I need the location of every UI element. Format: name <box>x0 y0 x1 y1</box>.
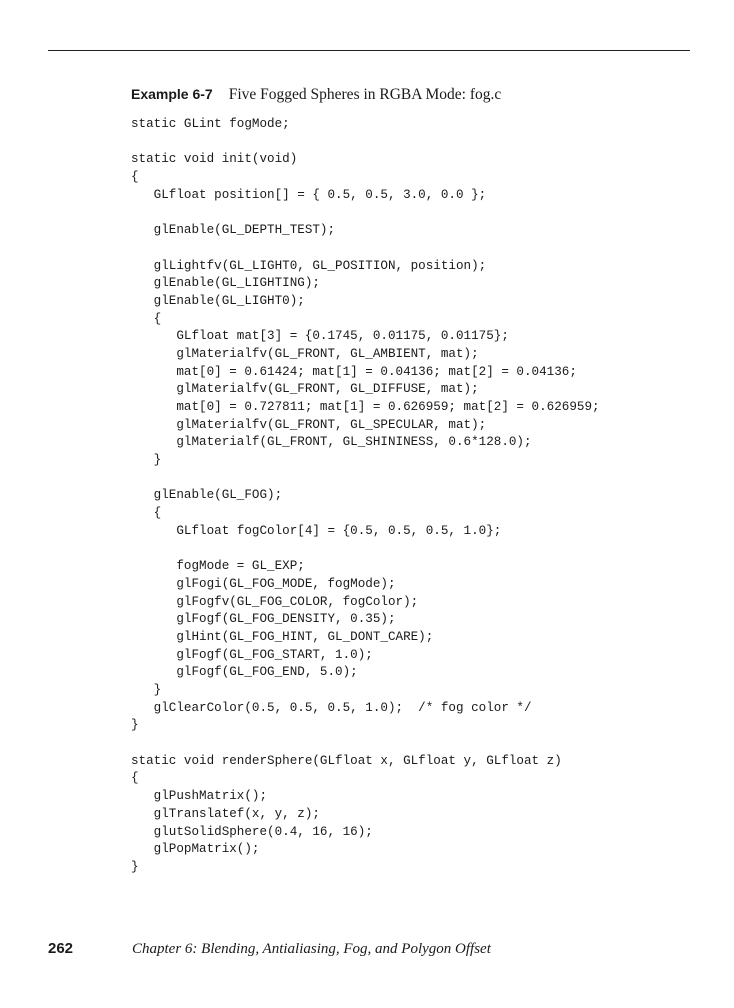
code-line: { <box>131 170 139 185</box>
code-line: { <box>131 311 162 326</box>
code-line: } <box>131 859 139 874</box>
code-line: glLightfv(GL_LIGHT0, GL_POSITION, position); <box>131 258 487 273</box>
code-line: glutSolidSphere(0.4, 16, 16); <box>131 824 373 839</box>
example-label: Example 6-7 <box>131 86 213 102</box>
code-line: } <box>131 718 139 733</box>
code-line: mat[0] = 0.727811; mat[1] = 0.626959; mat[2] = 0.626959; <box>131 400 600 414</box>
code-line <box>131 735 600 753</box>
code-line <box>131 240 600 258</box>
code-line: glTranslatef(x, y, z); <box>131 806 320 821</box>
code-line: glEnable(GL_LIGHT0); <box>131 293 305 308</box>
code-line <box>131 470 600 488</box>
running-title: Chapter 6: Blending, Antialiasing, Fog, and Polygon Offset <box>132 941 491 957</box>
code-line: glMaterialfv(GL_FRONT, GL_SPECULAR, mat); <box>131 417 487 432</box>
code-line: glFogf(GL_FOG_DENSITY, 0.35); <box>131 612 396 627</box>
code-line: glEnable(GL_FOG); <box>131 488 283 503</box>
code-line: glMaterialfv(GL_FRONT, GL_DIFFUSE, mat); <box>131 382 479 397</box>
page-footer <box>48 940 491 958</box>
code-line: static void renderSphere(GLfloat x, GLfloat y, GLfloat z) <box>131 753 562 768</box>
code-line <box>131 204 600 222</box>
code-line: glPushMatrix(); <box>131 789 268 804</box>
code-line: mat[0] = 0.61424; mat[1] = 0.04136; mat[2] = 0.04136; <box>131 364 577 379</box>
code-line: fogMode = GL_EXP; <box>131 559 305 574</box>
code-line: GLfloat fogColor[4] = {0.5, 0.5, 0.5, 1.0}; <box>131 523 502 538</box>
code-line: GLfloat mat[3] = {0.1745, 0.01175, 0.01175}; <box>131 329 509 344</box>
code-line: glEnable(GL_DEPTH_TEST); <box>131 223 336 238</box>
example-title: Five Fogged Spheres in RGBA Mode: fog.c <box>228 86 502 103</box>
top-rule <box>48 50 690 51</box>
code-line: static void init(void) <box>131 152 298 167</box>
page-number: 262 <box>48 940 74 957</box>
code-line: glMaterialf(GL_FRONT, GL_SHININESS, 0.6*128.0); <box>131 435 532 450</box>
code-line: glMaterialfv(GL_FRONT, GL_AMBIENT, mat); <box>131 346 479 361</box>
code-listing <box>131 116 600 877</box>
code-line <box>131 541 600 559</box>
code-line <box>131 134 600 152</box>
code-line: glFogfv(GL_FOG_COLOR, fogColor); <box>131 594 419 609</box>
code-line: } <box>131 683 162 697</box>
code-line: glFogf(GL_FOG_END, 5.0); <box>131 665 358 680</box>
code-line: } <box>131 453 162 468</box>
code-line: { <box>131 506 162 521</box>
example-caption <box>131 86 501 104</box>
code-line: glFogf(GL_FOG_START, 1.0); <box>131 647 373 662</box>
code-line: static GLint fogMode; <box>131 117 290 131</box>
code-line: glClearColor(0.5, 0.5, 0.5, 1.0); /* fog color */ <box>131 700 532 715</box>
code-line: { <box>131 771 139 786</box>
code-line: glFogi(GL_FOG_MODE, fogMode); <box>131 576 396 591</box>
code-line: glHint(GL_FOG_HINT, GL_DONT_CARE); <box>131 629 434 644</box>
code-line: GLfloat position[] = { 0.5, 0.5, 3.0, 0.0 }; <box>131 187 487 202</box>
code-line: glPopMatrix(); <box>131 842 260 857</box>
code-line: glEnable(GL_LIGHTING); <box>131 276 320 291</box>
